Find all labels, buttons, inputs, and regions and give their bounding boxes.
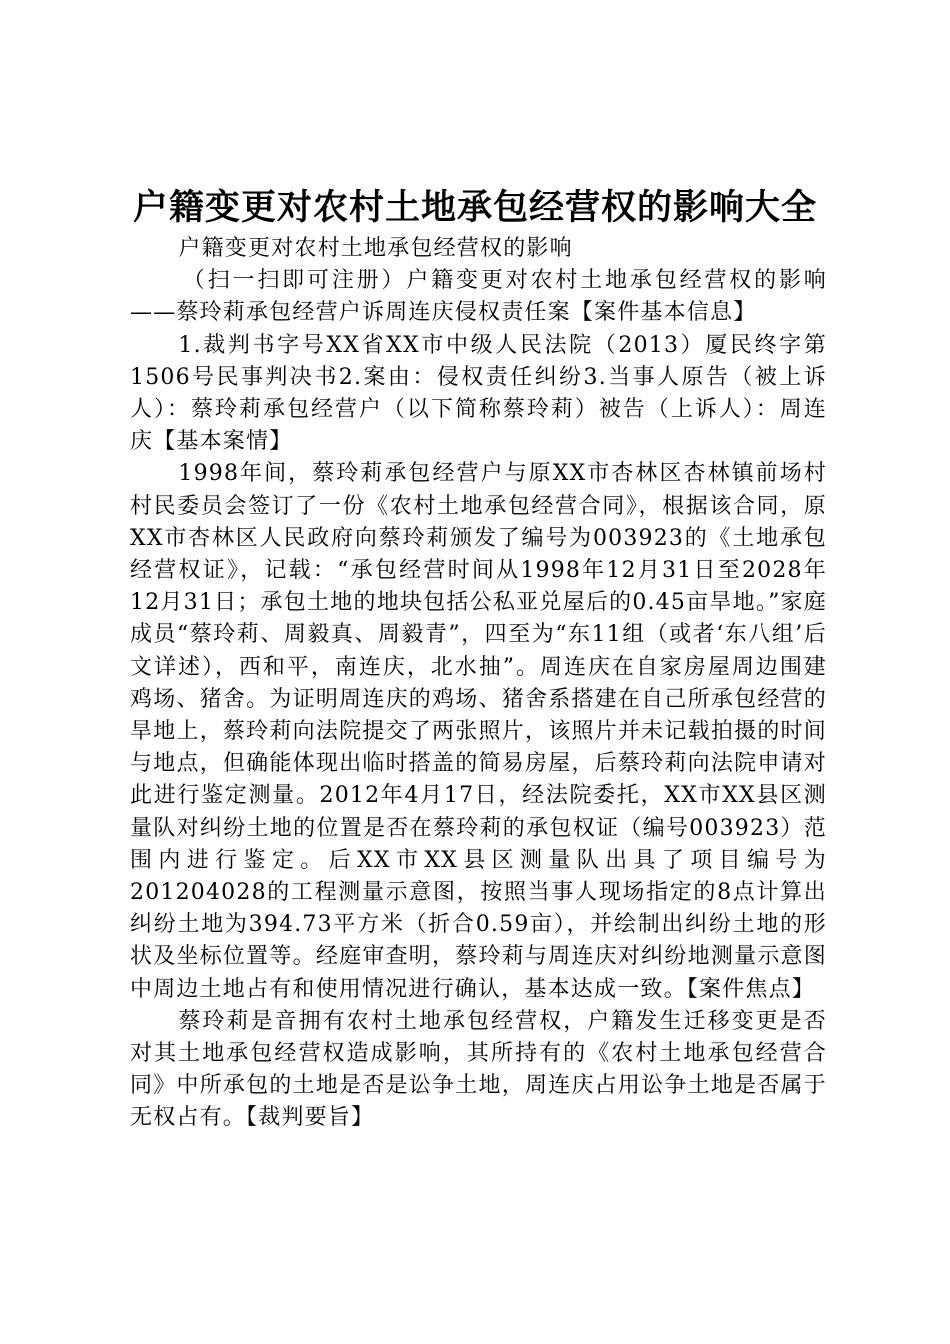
paragraph-intro: （扫一扫即可注册）户籍变更对农村土地承包经营权的影响——蔡玲莉承包经营户诉周连庆侵权责任案【案件基本信息】 [130, 268, 827, 326]
document-title: 户籍变更对农村土地承包经营权的影响大全 [132, 187, 817, 228]
paragraph-case-info: 1.裁判书字号XX省XX市中级人民法院（2013）厦民终字第1506号民事判决书2.案由：侵权责任纠纷3.当事人原告（被上诉人）：蔡玲莉承包经营户（以下简称蔡玲莉）被告（上诉人）：周连庆【基本案情】 [130, 332, 827, 455]
document-body [130, 233, 827, 1135]
paragraph-subtitle: 户籍变更对农村土地承包经营权的影响 [178, 236, 573, 261]
paragraph-case-focus: 蔡玲莉是音拥有农村土地承包经营权，户籍发生迁移变更是否对其土地承包经营权造成影响，其所持有的《农村土地承包经营合同》中所承包的土地是否是讼争土地，周连庆占用讼争土地是否属于无权占有。【裁判要旨】 [130, 1008, 827, 1131]
paragraph-case-facts: 1998年间，蔡玲莉承包经营户与原XX市杏林区杏林镇前场村村民委员会签订了一份《农村土地承包经营合同》，根据该合同，原XX市杏林区人民政府向蔡玲莉颁发了编号为003923的《土地承包经营权证》，记载：“承包经营时间从1998年12月31日至2028年12月31日；承包土地的地块包括公私亚兑屋后的0.45亩旱地。”家庭成员“蔡玲莉、周毅真、周毅青”，四至为“东11组（或者‘东八组’后文详述），西和平，南连庆，北水抽”。周连庆在自家房屋周边围建鸡场、猪舍。为证明周连庆的鸡场、猪舍系搭建在自己所承包经营的旱地上，蔡玲莉向法院提交了两张照片，该照片并未记载拍摄的时间与地点，但确能体现出临时搭盖的简易房屋，后蔡玲莉向法院申请对此进行鉴定测量。2012年4月17日，经法院委托，XX市XX县区测量队对纠纷土地的位置是否在蔡玲莉的承包权证（编号003923）范围内进行鉴定。后XX市XX县区测量队出具了项目编号为201204028的工程测量示意图，按照当事人现场指定的8点计算出纠纷土地为394.73平方米（折合0.59亩），并绘制出纠纷土地的形状及坐标位置等。经庭审查明，蔡玲莉与周连庆对纠纷地测量示意图中周边土地占有和使用情况进行确认，基本达成一致。【案件焦点】 [130, 461, 827, 1002]
